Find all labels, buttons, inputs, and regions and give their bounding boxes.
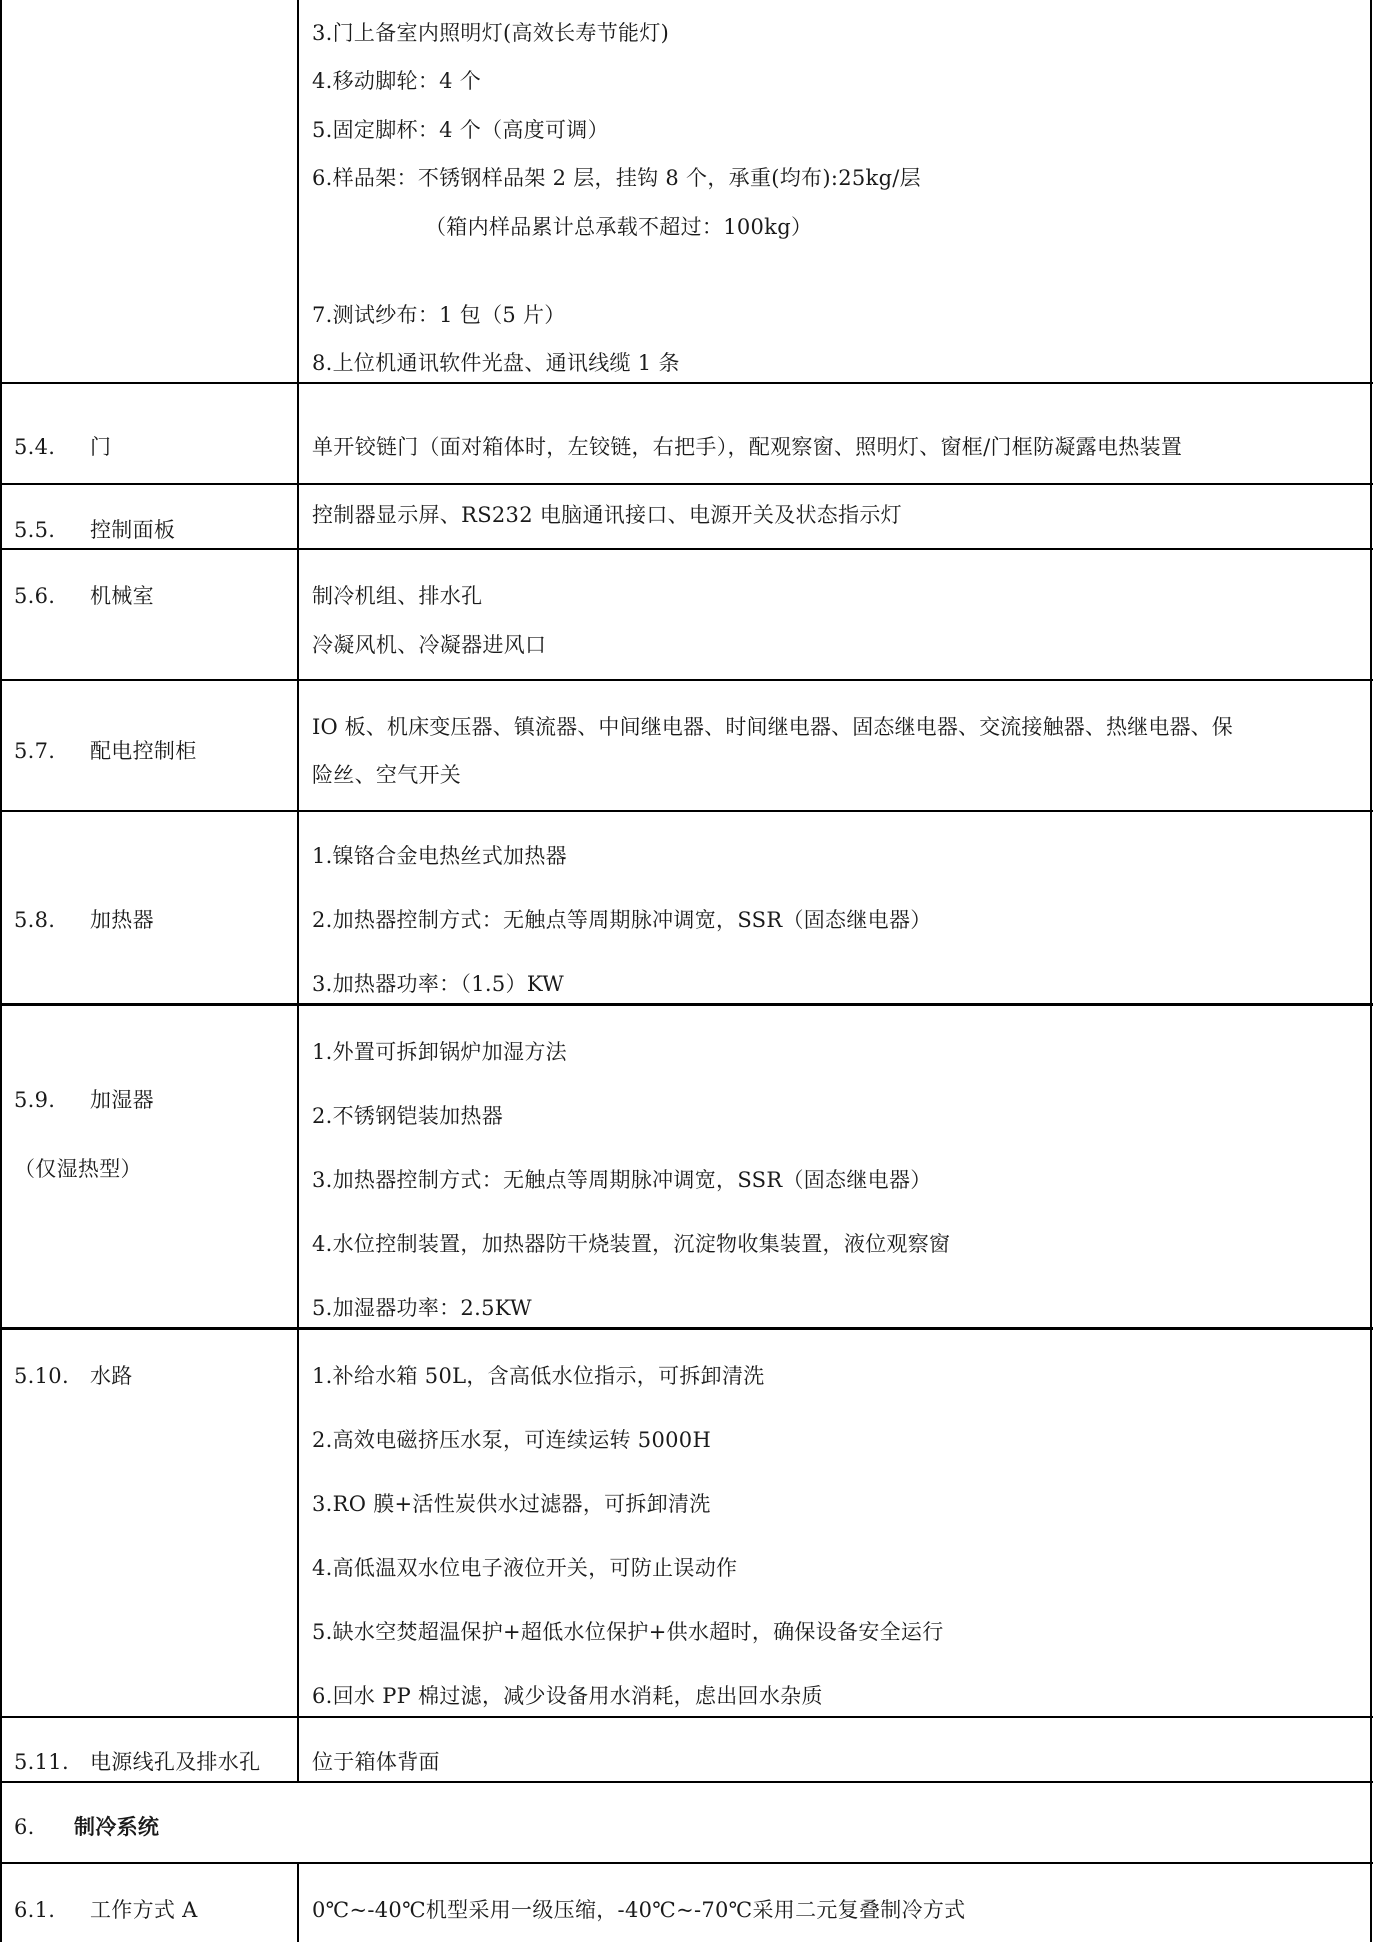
section-title: 配电控制柜 xyxy=(90,739,197,763)
section-number: 5.10. xyxy=(14,1364,69,1388)
row-divider xyxy=(0,1003,1373,1006)
spec-item: 4.高低温双水位电子液位开关，可防止误动作 xyxy=(312,1556,738,1580)
row-label xyxy=(14,737,197,765)
spec-item: 制冷机组、排水孔 xyxy=(312,584,483,608)
row-divider xyxy=(0,483,1373,485)
spec-item: 6.回水 PP 棉过滤，减少设备用水消耗，虑出回水杂质 xyxy=(312,1684,823,1708)
spec-item: 险丝、空气开关 xyxy=(312,763,462,787)
spec-item: 3.加热器功率：（1.5）KW xyxy=(312,972,564,996)
row-label xyxy=(14,1748,260,1776)
row-divider xyxy=(0,1862,1373,1864)
spec-item: 4.水位控制装置，加热器防干烧装置，沉淀物收集装置，液位观察窗 xyxy=(312,1232,951,1256)
row-label xyxy=(14,433,111,461)
section-title: 控制面板 xyxy=(90,518,176,542)
section-title: 机械室 xyxy=(90,584,154,608)
section-title: 加湿器 xyxy=(90,1088,154,1112)
row-divider xyxy=(0,1327,1373,1330)
section-title: 门 xyxy=(90,435,112,459)
table-right-border xyxy=(1370,0,1372,1942)
row-divider xyxy=(0,1781,1373,1783)
section-number: 6. xyxy=(14,1815,35,1839)
row-divider xyxy=(0,679,1373,681)
table-left-border xyxy=(0,0,2,1942)
spec-item: 控制器显示屏、RS232 电脑通讯接口、电源开关及状态指示灯 xyxy=(312,503,902,527)
spec-item: 8.上位机通讯软件光盘、通讯线缆 1 条 xyxy=(312,351,680,375)
spec-item: 0℃~-40℃机型采用一级压缩，-40℃~-70℃采用二元复叠制冷方式 xyxy=(312,1898,966,1922)
spec-item: 5.缺水空焚超温保护+超低水位保护+供水超时，确保设备安全运行 xyxy=(312,1620,944,1644)
row-label xyxy=(14,906,154,934)
spec-item: 5.固定脚杯：4 个（高度可调） xyxy=(312,118,609,142)
spec-item: 3.RO 膜+活性炭供水过滤器，可拆卸清洗 xyxy=(312,1492,711,1516)
spec-item: 2.加热器控制方式：无触点等周期脉冲调宽，SSR（固态继电器） xyxy=(312,908,932,932)
row-label xyxy=(14,1086,154,1114)
spec-item: 5.加湿器功率：2.5KW xyxy=(312,1296,532,1320)
row-label xyxy=(14,1896,198,1924)
spec-item: 1.外置可拆卸锅炉加湿方法 xyxy=(312,1040,567,1064)
row-divider xyxy=(0,1716,1373,1718)
section-title: 工作方式 A xyxy=(90,1898,198,1922)
section-number: 5.9. xyxy=(14,1088,56,1112)
section-number: 5.6. xyxy=(14,584,56,608)
spec-item: 1.镍铬合金电热丝式加热器 xyxy=(312,844,567,868)
row-sublabel: （仅湿热型） xyxy=(14,1157,142,1181)
spec-item: 3.门上备室内照明灯(高效长寿节能灯) xyxy=(312,21,670,45)
spec-item: 1.补给水箱 50L，含高低水位指示，可拆卸清洗 xyxy=(312,1364,765,1388)
section-heading xyxy=(14,1813,159,1841)
spec-item: 冷凝风机、冷凝器进风口 xyxy=(312,633,547,657)
spec-item: 单开铰链门（面对箱体时，左铰链，右把手），配观察窗、照明灯、窗框/门框防凝露电热装置 xyxy=(312,435,1183,459)
table-column-divider xyxy=(297,0,299,1782)
row-label xyxy=(14,582,154,610)
spec-item: 位于箱体背面 xyxy=(312,1750,440,1774)
section-title: 电源线孔及排水孔 xyxy=(90,1750,261,1774)
spec-item: 7.测试纱布：1 包（5 片） xyxy=(312,303,566,327)
section-title: 加热器 xyxy=(90,908,154,932)
section-number: 5.5. xyxy=(14,518,56,542)
spec-item: 2.高效电磁挤压水泵，可连续运转 5000H xyxy=(312,1428,712,1452)
spec-item: （箱内样品累计总承载不超过：100kg） xyxy=(425,215,813,239)
section-title: 制冷系统 xyxy=(74,1814,160,1839)
spec-item: 6.样品架：不锈钢样品架 2 层，挂钩 8 个，承重(均布):25kg/层 xyxy=(312,166,921,190)
spec-item: 3.加热器控制方式：无触点等周期脉冲调宽，SSR（固态继电器） xyxy=(312,1168,932,1192)
spec-item: 2.不锈钢铠装加热器 xyxy=(312,1104,504,1128)
table-column-divider xyxy=(297,1863,299,1942)
row-divider xyxy=(0,382,1373,384)
row-label xyxy=(14,1362,133,1390)
section-number: 5.4. xyxy=(14,435,56,459)
spec-item: 4.移动脚轮：4 个 xyxy=(312,69,482,93)
section-number: 5.7. xyxy=(14,739,56,763)
row-divider xyxy=(0,548,1373,550)
section-number: 5.11. xyxy=(14,1750,69,1774)
section-number: 5.8. xyxy=(14,908,56,932)
row-label xyxy=(14,516,175,544)
row-divider xyxy=(0,810,1373,812)
spec-item: IO 板、机床变压器、镇流器、中间继电器、时间继电器、固态继电器、交流接触器、热继电器、保 xyxy=(312,715,1233,739)
section-title: 水路 xyxy=(90,1364,133,1388)
section-number: 6.1. xyxy=(14,1898,56,1922)
